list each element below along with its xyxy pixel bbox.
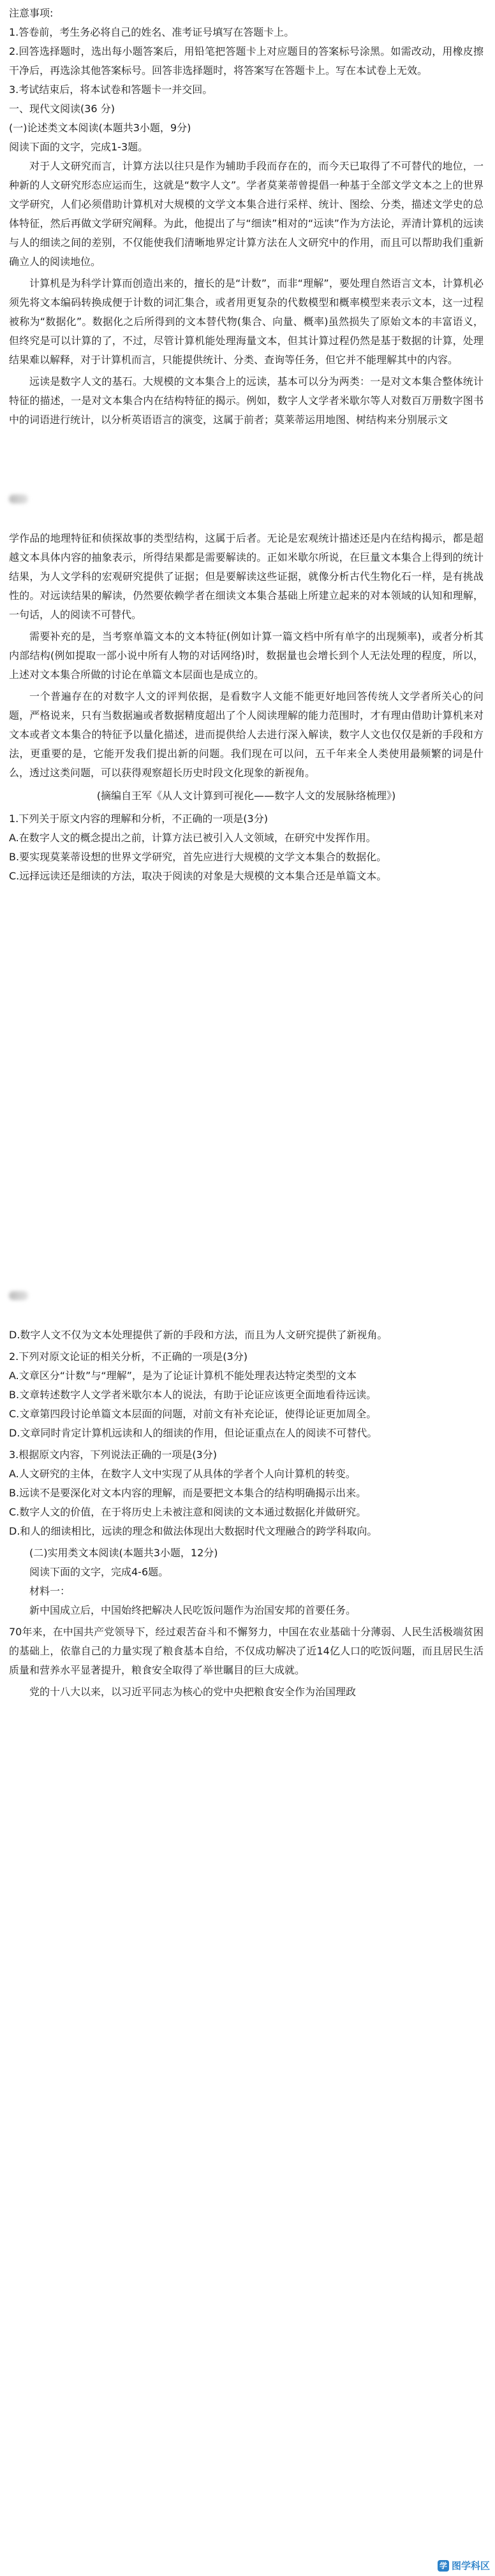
- watermark-logo-icon: 学: [438, 2560, 449, 2572]
- page-section-3: [0, 1326, 495, 1702]
- question-3-stem: 3.根据原文内容，下列说法正确的一项是(3分): [9, 1449, 217, 1461]
- question-3-option-b: B.远读不是要深化对文本内容的理解，而是要把文本集合的结构明确揭示出来。: [9, 1487, 367, 1499]
- notice-item-1: 1.答卷前，考生务必将自己的姓名、准考证号填写在答题卡上。: [9, 26, 295, 38]
- subsection-title: (一)论述类文本阅读(本题共3小题，9分): [9, 122, 191, 134]
- question-2-option-d: D.文章同时肯定计算机远读和人的细读的作用，但论证重点在人的阅读不可替代。: [9, 1427, 378, 1439]
- reading-instruction: 阅读下面的文字，完成4-6题。: [29, 1566, 169, 1578]
- passage-paragraph: 对于人文研究而言，计算方法以往只是作为辅助手段而存在的，而今天已取得了不可替代的地位，一种新的人文研究形态应运而生，这就是“数字人文”。学者莫莱蒂曾提倡一种基于全部文学文本之上的世界文学研究，人们必须借助计算机对大规模的文学文本集合进行采样、统计、图绘、分类，描述文学史的总体特征，然后再做文学研究阐释。为此，他提出了与“细读”相对的“远读”作为方法论，弄清计算机的远读与人的细读之间的差别，不仅能使我们清晰地界定计算方法在人文研究中的作用，而且可以帮助我们重新确立人的阅读地位。: [9, 160, 484, 268]
- material-paragraph: 新中国成立后，中国始终把解决人民吃饭问题作为治国安邦的首要任务。: [29, 1604, 357, 1616]
- notice-item-2: 2.回答选择题时，选出每小题答案后，用铅笔把答题卡上对应题目的答案标号涂黑。如需改动，用橡皮擦干净后，再选涂其他答案标号。回答非选择题时，将答案写在答题卡上。写在本试卷上无效。: [9, 45, 484, 76]
- watermark-text: 图学科区: [451, 2560, 490, 2572]
- material-paragraph: 党的十八大以来，以习近平同志为核心的党中央把粮食安全作为治国理政: [29, 1686, 357, 1698]
- material-label: 材料一：: [29, 1585, 71, 1597]
- page-section-1: [0, 4, 495, 432]
- material-paragraph: 70年来，在中国共产党领导下，经过艰苦奋斗和不懈努力，中国在农业基础十分薄弱、人民生活极端贫困的基础上，依靠自己的力量实现了粮食基本自给，不仅成功解决了近14亿人口的吃饭问题，而且居民生活质量和营养水平显著提升，粮食安全取得了举世瞩目的巨大成就。: [9, 1626, 484, 1676]
- question-1-option-b: B.要实现莫莱蒂设想的世界文学研究，首先应进行大规模的文学文本集合的数据化。: [9, 851, 387, 863]
- question-2-option-a: A.文章区分“计数”与“理解”，是为了论证计算机不能处理表达特定类型的文本: [9, 1370, 357, 1382]
- subsection-title: (二)实用类文本阅读(本题共3小题，12分): [29, 1547, 218, 1559]
- section-title: 一、现代文阅读(36 分): [9, 103, 115, 115]
- passage-paragraph: 一个普遍存在的对数字人文的评判依据，是看数字人文能不能更好地回答传统人文学者所关心的问题，严格说来，只有当数据遍或者数据精度超出了个人阅读理解的能力范围时，才有理由借助计算机来对文本或者文本集合的特征予以量化描述，进而提供给人去进行深入解读，数字人文也仅仅是新的手段和方法，更重要的是，它能开发我们提出新的问题。我们现在可以问，五千年来全人类使用最频繁的词是什么，透过这类问题，可以获得观察超长历史时段文化现象的新视角。: [9, 690, 484, 779]
- scan-smudge: [9, 495, 28, 503]
- site-watermark: [438, 2559, 490, 2572]
- question-2-stem: 2.下列对原文论证的相关分析，不正确的一项是(3分): [9, 1350, 247, 1363]
- question-1-option-d: D.数字人文不仅为文本处理提供了新的手段和方法，而且为人文研究提供了新视角。: [9, 1329, 388, 1341]
- passage-paragraph: 学作品的地理特征和侦探故事的类型结构，这属于后者。无论是宏观统计描述还是内在结构揭示，都是超越文本具体内容的抽象表示，所得结果都是需要解读的。正如米歇尔所说，在巨量文本集合上得到的统计结果，为人文学科的宏观研究提供了证据；但是要解读这些证据，就像分析古代生物化石一样，是有挑战性的。对远读结果的解读，仍然要依赖学者在细读文本集合基础上所建立起来的对本领域的认知和理解，一句话，人的阅读不可替代。: [9, 532, 484, 621]
- question-1-option-a: A.在数字人文的概念提出之前，计算方法已被引入人文领域，在研究中发挥作用。: [9, 832, 376, 844]
- question-3-option-a: A.人文研究的主体，在数字人文中实现了从具体的学者个人向计算机的转变。: [9, 1468, 356, 1480]
- question-1-stem: 1.下列关于原文内容的理解和分析，不正确的一项是(3分): [9, 813, 268, 825]
- passage-paragraph: 需要补充的是，当考察单篇文本的文本特征(例如计算一篇文档中所有单字的出现频率)，或者分析其内部结构(例如提取一部小说中所有人物的对话网络)时，数据量也会增长到个人无法处理的程度，所以，上述对文本集合所做的讨论在单篇文本层面也是成立的。: [9, 630, 484, 681]
- page-gap: [0, 472, 495, 529]
- scan-smudge: [9, 1291, 28, 1300]
- question-2-option-c: C.文章第四段讨论单篇文本层面的问题，对前文有补充论证，使得论证更加周全。: [9, 1408, 377, 1420]
- passage-paragraph: 计算机是为科学计算而创造出来的，擅长的是“计数”，而非“理解”，要处理自然语言文本，计算机必须先将文本编码转换成便于计数的词汇集合，或者用更复杂的代数模型和概率模型来表示文本，这一过程被称为“数据化”。数据化之后所得到的文本替代物(集合、向量、概率)虽然损失了原始文本的丰富语义，但终究是可以计算的了，不过，尽管计算机能处理海量文本，但其计算过程仍然是基于数据的计算，处理结果难以解释，对于计算机而言，只能提供统计、分类、查询等任务，但它并不能理解其中的内容。: [9, 277, 484, 366]
- question-3-option-c: C.数字人文的价值，在于将历史上未被注意和阅读的文本通过数据化并做研究。: [9, 1506, 367, 1518]
- passage-source: (摘编自王军《从人文计算到可视化——数字人文的发展脉络梳理》): [96, 790, 396, 802]
- notice-item-3: 3.考试结束后，将本试卷和答题卡一并交回。: [9, 83, 213, 96]
- passage-paragraph: 远读是数字人文的基石。大规模的文本集合上的远读，基本可以分为两类：一是对文本集合整体统计特征的描述，一是对文本集合内在结构特征的揭示。例如，数字人文学者米歇尔等人对数百万册数字图书中的词语进行统计，以分析英语语言的演变，这属于前者；莫莱蒂运用地图、树结构来分别展示文: [9, 375, 484, 426]
- page-section-2: [0, 529, 495, 886]
- question-3-option-d: D.和人的细读相比，远读的理念和做法体现出大数据时代文理融合的跨学科取向。: [9, 1525, 378, 1537]
- question-2-option-b: B.文章转述数字人文学者米歇尔本人的说法，有助于论证应该更全面地看待远读。: [9, 1389, 377, 1401]
- page-gap: [0, 1268, 495, 1326]
- question-1-option-c: C.远择远读还是细读的方法，取决于阅读的对象是大规模的文本集合还是单篇文本。: [9, 870, 387, 882]
- reading-instruction: 阅读下面的文字，完成1-3题。: [9, 141, 149, 153]
- notice-title: 注意事项:: [9, 7, 54, 19]
